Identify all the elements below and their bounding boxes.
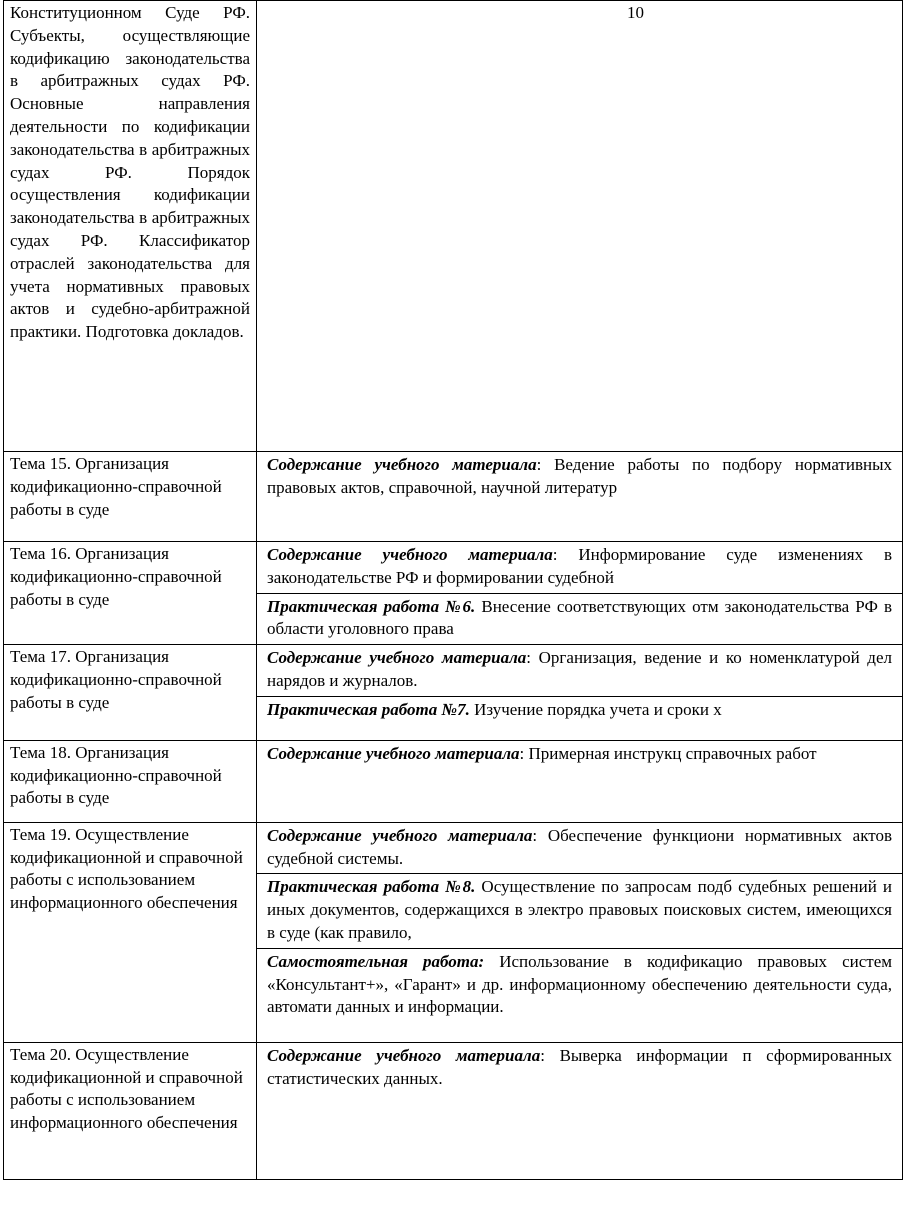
- topic-title-cell: [4, 645, 257, 741]
- content-text: Обеспечение функциони нормативных актов судебной системы.: [267, 825, 892, 868]
- self-study-label: Самостоятельная работа:: [267, 951, 485, 971]
- table-row: [4, 1, 903, 452]
- content-sep: :: [552, 545, 558, 564]
- topic-title-cell: [4, 822, 257, 1042]
- topic-content-cell: [257, 740, 903, 822]
- content-text: Ведение работы по подбору нормативных правовых актов, справочной, научной литератур: [267, 455, 892, 497]
- table-row: [4, 822, 903, 874]
- practical-text: Изучение порядка учета и сроки х: [469, 699, 722, 719]
- content-sep: :: [540, 1045, 545, 1065]
- self-study-cell: [257, 948, 903, 1042]
- practical-label: Практическая работа №6.: [267, 596, 476, 616]
- topic-title: Тема 18. Организация кодификационно-справочной работы в суде: [10, 742, 222, 808]
- content-sep: :: [519, 743, 525, 763]
- page-number-cell: [257, 1, 903, 452]
- topic-title: Тема 19. Осуществление кодификационной и справочной работы с использованием информационного обеспечения: [10, 824, 243, 913]
- table-row: [4, 452, 903, 542]
- content-text: Информирование суде изменениях в законодательстве РФ и формировании судебной: [267, 545, 892, 587]
- content-sep: :: [526, 648, 532, 668]
- topic-content-cell: [257, 822, 903, 874]
- topic-description-text: Конституционном Суде РФ. Субъекты, осуществляющие кодификацию законодательства в арбитражных судах РФ. Основные направления деятельности по кодификации законодательства в арбитражных судах РФ. Порядок осуществления кодификации законодательства в арбитражных судах РФ. Классификатор отраслей законодательства для учета нормативных правовых актов и судебно-арбитражной практики. Подготовка докладов.: [10, 3, 250, 342]
- topic-title-cell: [4, 542, 257, 645]
- content-label: Содержание учебного материала: [267, 545, 553, 564]
- topic-title: Тема 16. Организация кодификационно-справочной работы в суде: [10, 544, 222, 609]
- content-label: Содержание учебного материала: [267, 1045, 541, 1065]
- practical-label: Практическая работа №8.: [267, 877, 476, 897]
- practical-work-cell: [257, 874, 903, 948]
- topic-title: Тема 17. Организация кодификационно-справочной работы в суде: [10, 647, 222, 712]
- self-study-text: Использование в кодификацио правовых систем «Консультант+», «Гарант» и др. информационному обеспечению деятельности суда, автомати данных и информации.: [267, 951, 892, 1017]
- topic-title: Тема 20. Осуществление кодификационной и справочной работы с использованием информационного обеспечения: [10, 1044, 243, 1133]
- content-label: Содержание учебного материала: [267, 648, 527, 668]
- topic-title-cell: [4, 452, 257, 542]
- page-number: 10: [627, 3, 644, 22]
- curriculum-table: [3, 0, 903, 1180]
- practical-work-cell: [257, 593, 903, 645]
- content-label: Содержание учебного материала: [267, 455, 537, 474]
- practical-work-cell: [257, 696, 903, 740]
- topic-content-cell: [257, 542, 903, 594]
- content-sep: :: [536, 455, 542, 474]
- table-row: [4, 740, 903, 822]
- content-text: Выверка информации п сформированных статистических данных.: [267, 1045, 892, 1088]
- topic-content-cell: [257, 645, 903, 697]
- content-label: Содержание учебного материала: [267, 743, 520, 763]
- content-text: Организация, ведение и ко номенклатурой дел нарядов и журналов.: [267, 648, 892, 690]
- table-row: [4, 1042, 903, 1179]
- topic-title-cell: [4, 1042, 257, 1179]
- content-label: Содержание учебного материала: [267, 825, 533, 845]
- topic-content-cell: [257, 452, 903, 542]
- content-text: Примерная инструкц справочных работ: [524, 743, 817, 763]
- practical-label: Практическая работа №7.: [267, 699, 470, 719]
- table-row: [4, 645, 903, 697]
- table-row: [4, 542, 903, 594]
- topic-title: Тема 15. Организация кодификационно-справочной работы в суде: [10, 454, 222, 519]
- content-sep: :: [532, 825, 538, 845]
- practical-text: Осуществление по запросам подб судебных решений и иных документов, содержащихся в электро правовых поисковых систем, имеющихся в суде (как правило,: [267, 877, 892, 942]
- topic-title-cell: [4, 740, 257, 822]
- topic-description-cell: [4, 1, 257, 452]
- practical-text: Внесение соответствующих отм законодательства РФ в области уголовного права: [267, 596, 892, 639]
- topic-content-cell: [257, 1042, 903, 1179]
